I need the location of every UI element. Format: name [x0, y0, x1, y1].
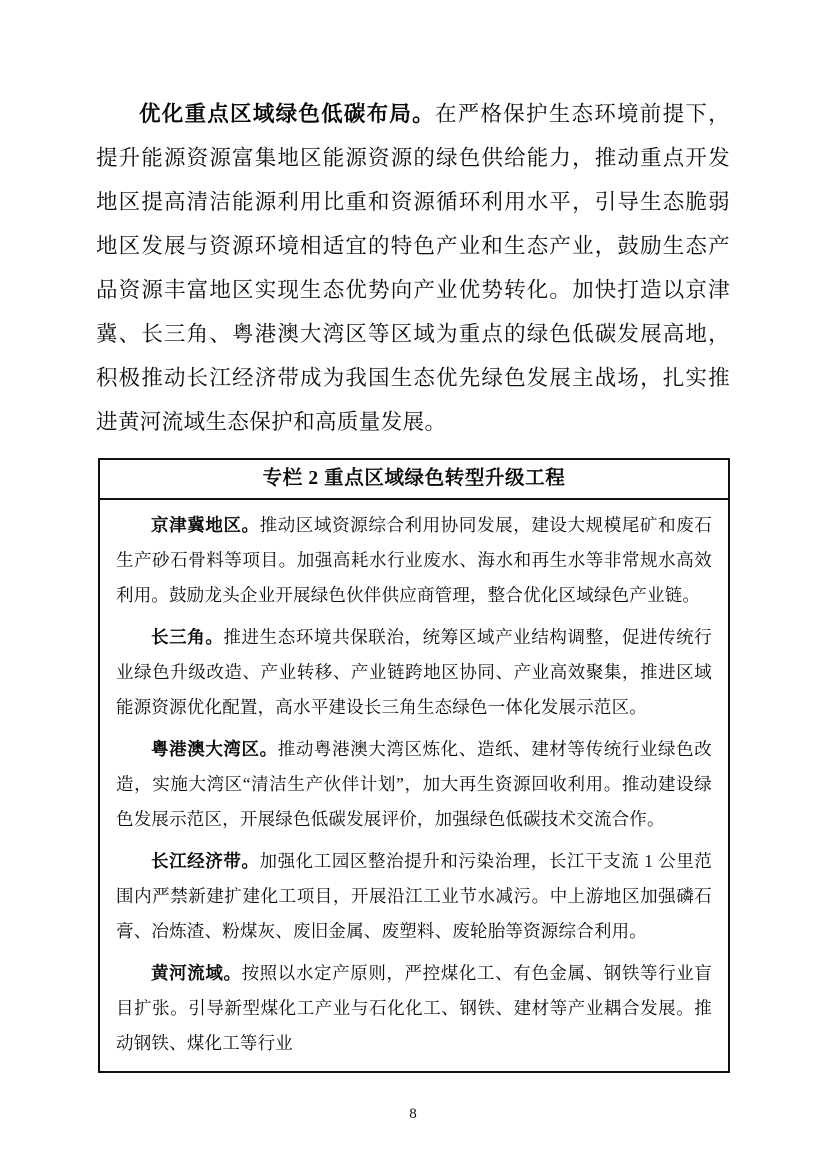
page-number: 8 [409, 1106, 417, 1122]
list-item-term: 黄河流域。 [151, 963, 242, 983]
list-item [116, 620, 712, 725]
list-item [116, 844, 712, 949]
list-item [116, 956, 712, 1061]
body-paragraph [96, 92, 730, 444]
list-item-text: 推动区域资源综合利用协同发展，建设大规模尾矿和废石生产砂石骨料等项目。加强高耗水行业废水、海水和再生水等非常规水高效利用。鼓励龙头企业开展绿色伙伴供应商管理，整合优化区域绿色产业链。 [116, 515, 713, 605]
list-item-term: 京津冀地区。 [151, 515, 260, 535]
callout-box [98, 458, 730, 1073]
list-item-text: 推进生态环境共保联治，统筹区域产业结构调整，促进传统行业绿色升级改造、产业转移、产业链跨地区协同、产业高效聚集，推进区域能源资源优化配置，高水平建设长三角生态绿色一体化发展示范区。 [116, 627, 712, 717]
list-item-term: 长江经济带。 [151, 851, 260, 871]
paragraph-text: 在严格保护生态环境前提下，提升能源资源富集地区能源资源的绿色供给能力，推动重点开发地区提高清洁能源利用比重和资源循环利用水平，引导生态脆弱地区发展与资源环境相适宜的特色产业和生态产业，鼓励生态产品资源丰富地区实现生态优势向产业优势转化。加快打造以京津冀、长三角、粤港澳大湾区等区域为重点的绿色低碳发展高地，积极推动长江经济带成为我国生态优先绿色发展主战场，扎实推进黄河流域生态保护和高质量发展。 [96, 102, 731, 434]
list-item-text: 按照以水定产原则，严控煤化工、有色金属、钢铁等行业盲目扩张。引导新型煤化工产业与石化化工、钢铁、建材等产业耦合发展。推动钢铁、煤化工等行业 [116, 963, 713, 1053]
list-item-term: 粤港澳大湾区。 [151, 739, 278, 759]
list-item [116, 732, 712, 837]
list-item [116, 508, 712, 613]
callout-box-body [100, 500, 728, 1071]
list-item-term: 长三角。 [151, 627, 224, 647]
callout-box-title: 专栏 2 重点区域绿色转型升级工程 [100, 460, 728, 500]
paragraph-lead-term: 优化重点区域绿色低碳布局。 [139, 102, 435, 126]
list-item-text: 推动粤港澳大湾区炼化、造纸、建材等传统行业绿色改造，实施大湾区“清洁生产伙伴计划”，加大再生资源回收利用。推动建设绿色发展示范区，开展绿色低碳发展评价，加强绿色低碳技术交流合作。 [116, 739, 712, 829]
list-item-text: 加强化工园区整治提升和污染治理，长江干支流 1 公里范围内严禁新建扩建化工项目，开展沿江工业节水减污。中上游地区加强磷石膏、冶炼渣、粉煤灰、废旧金属、废塑料、废轮胎等资源综合利用。 [116, 851, 713, 941]
